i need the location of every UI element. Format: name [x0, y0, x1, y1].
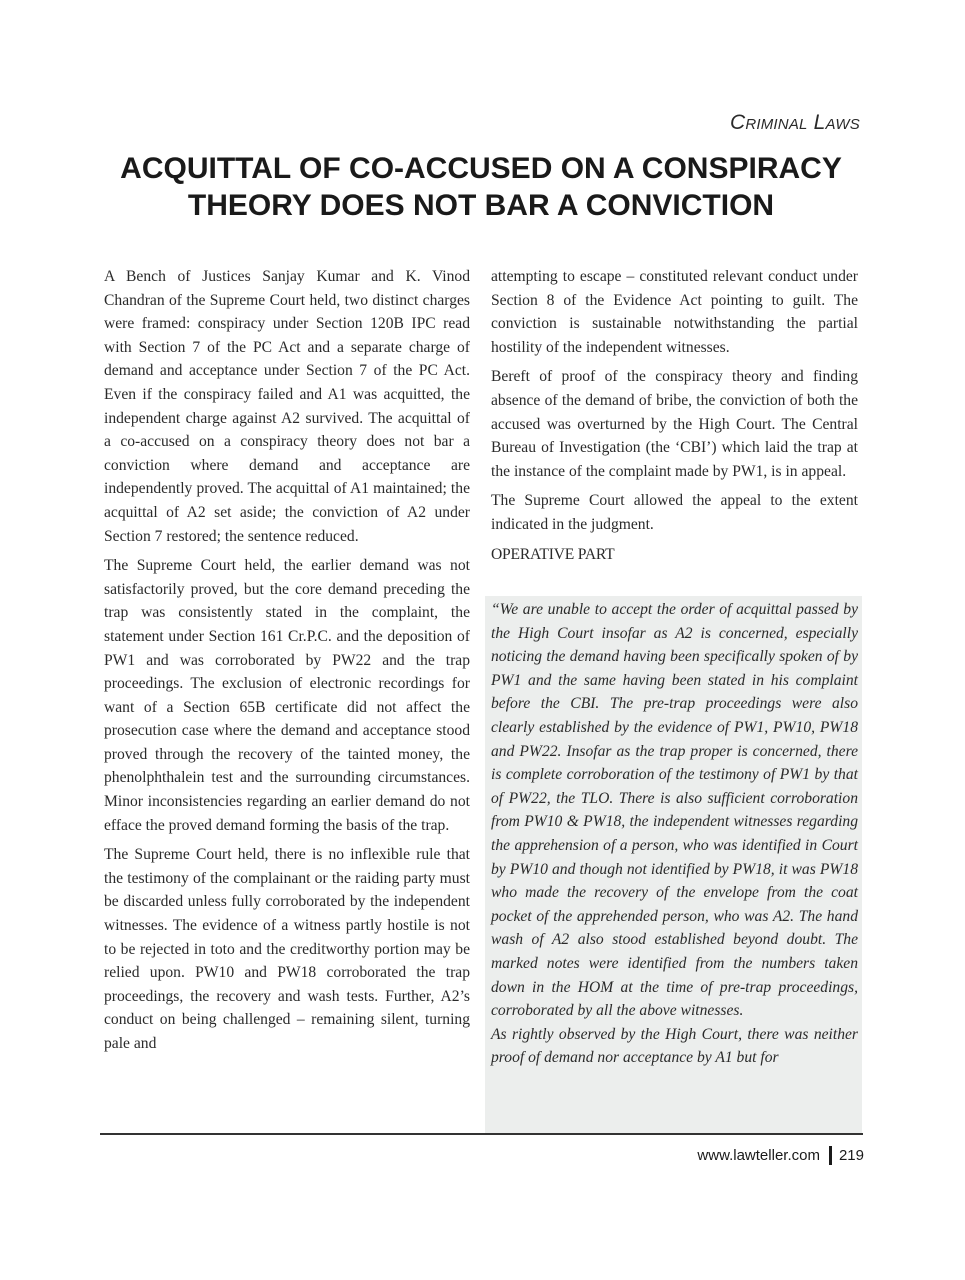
operative-quote [491, 598, 858, 1070]
footer-divider [100, 1133, 863, 1135]
body-paragraph: The Supreme Court allowed the appeal to the extent indicated in the judgment. [491, 492, 858, 533]
right-column [491, 265, 858, 571]
page-number: 219 [838, 1147, 864, 1164]
operative-part-heading: OPERATIVE PART [491, 545, 615, 563]
footer-separator [829, 1146, 832, 1165]
page-footer [697, 1146, 864, 1165]
article-title: ACQUITTAL OF CO-ACCUSED ON A CONSPIRACY THEORY DOES NOT BAR A CONVICTION [120, 152, 842, 222]
section-label: Criminal Laws [729, 111, 860, 134]
quote-paragraph: “We are unable to accept the order of acquittal passed by the High Court insofar as A2 is concerned, especially noticing the demand having been specifically spoken of by PW1 and the same having been stated in his complaint before the CBI. The pre-trap proceedings were also clearly established by the evidence of PW1, PW10, PW18 and PW22. Insofar as the trap proper is concerned, there is complete corroboration of the testimony of PW1 by that of PW22, the TLO. There is also sufficient corroboration from PW10 & PW18, the independent witnesses regarding the apprehension of a person, who was identified in Court by PW10 and though not identified by PW18, it was PW18 who made the recovery of the envelope from the coat pocket of the apprehended person, who was A2. The hand wash of A2 also stood established beyond doubt. The marked notes were identified from the numbers taken down in the HOM at the time of pre-trap proceedings, corroborated by all the above witnesses. [491, 601, 858, 1020]
body-paragraph: The Supreme Court held, there is no inflexible rule that the testimony of the complainant or the raiding party must be discarded unless fully corroborated by the independent witnesses. The evidence of a witness partly hostile is not to be rejected in toto and the creditworthy portion may be relied upon. PW10 and PW18 corroborated the trap proceedings, the recovery and wash tests. Further, A2’s conduct on being challenged – remaining silent, turning pale and [104, 846, 470, 1052]
body-paragraph: The Supreme Court held, the earlier demand was not satisfactorily proved, but the core demand preceding the trap was consistently stated in the complaint, the statement under Section 161 Cr.P.C. and the deposition of PW1 and was corroborated by PW22 and the trap proceedings. The exclusion of electronic recordings for want of a Section 65B certificate did not affect the prosecution case where the demand and acceptance stood proved through the recovery of the tainted money, the phenolphthalein test and the surrounding circumstances. Minor inconsistencies regarding an earlier demand do not efface the proved demand forming the basis of the trap. [104, 557, 470, 834]
quote-paragraph: As rightly observed by the High Court, there was neither proof of demand nor acceptance by A1 but for [491, 1025, 858, 1067]
left-column [104, 265, 470, 1062]
website-link[interactable]: www.lawteller.com [697, 1147, 820, 1164]
body-paragraph: A Bench of Justices Sanjay Kumar and K. Vinod Chandran of the Supreme Court held, two distinct charges were framed: conspiracy under Section 120B IPC read with Section 7 of the PC Act and a separate charge of demand and acceptance under Section 7 of the PC Act. Even if the conspiracy failed and A1 was acquitted, the independent charge against A2 survived. The acquittal of a co-accused on a conspiracy theory does not bar a conviction where demand and acceptance are independently proved. The acquittal of A1 maintained; the acquittal of A2 set aside; the conviction of A2 under Section 7 restored; the sentence reduced. [104, 268, 470, 545]
body-paragraph: attempting to escape – constituted relevant conduct under Section 8 of the Evidence Act pointing to guilt. The conviction is sustainable notwithstanding the partial hostility of the independent witnesses. [491, 268, 858, 356]
body-paragraph: Bereft of proof of the conspiracy theory and finding absence of the demand of bribe, the conviction of both the accused was overturned by the High Court. The Central Bureau of Investigation (the ‘CBI’) which laid the trap at the instance of the complaint made by PW1, is in appeal. [491, 368, 858, 480]
